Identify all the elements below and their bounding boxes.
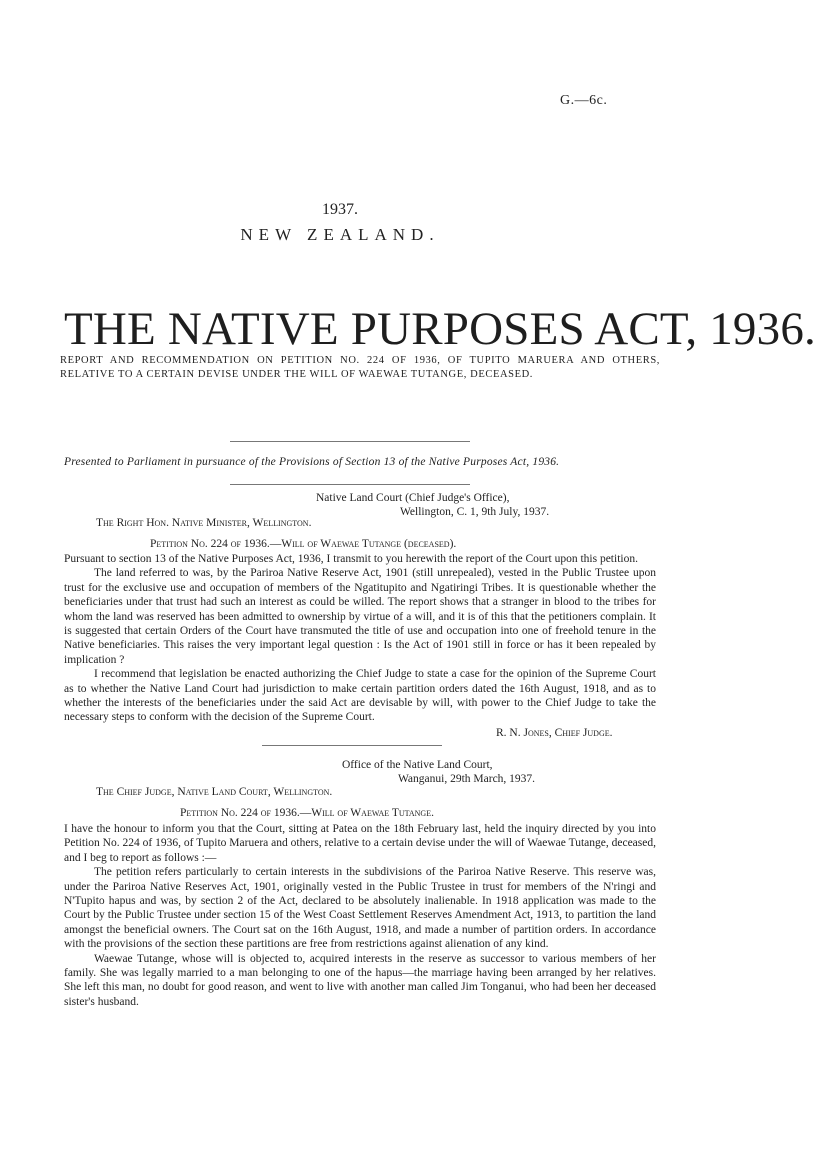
letter2-from-line1: Office of the Native Land Court, xyxy=(342,759,493,771)
letter2-paragraph: Waewae Tutange, whose will is objected to, acquired interests in the reserve as successor to various members of her family. She was legally married to a man belonging to one of the hapus—the marriage having been arranged by her relatives. She left this man, no doubt for good reason, and went to live with another man called Jim Tonganui, who had been her deceased sister's husband. xyxy=(64,952,656,1008)
letter1-from-line1: Native Land Court (Chief Judge's Office), xyxy=(316,492,510,504)
country-heading: NEW ZEALAND. xyxy=(240,225,440,244)
letter1-paragraph: Pursuant to section 13 of the Native Purposes Act, 1936, I transmit to you herewith the report of the Court upon this petition. xyxy=(64,553,638,565)
document-year: 1937. xyxy=(322,201,358,218)
presented-note: Presented to Parliament in pursuance of the Provisions of Section 13 of the Native Purposes Act, 1936. xyxy=(64,456,560,468)
document-subtitle: REPORT AND RECOMMENDATION ON PETITION NO. 224 OF 1936, OF TUPITO MARUERA AND OTHERS, RELATIVE TO A CERTAIN DEVISE UNDER THE WILL OF WAEWAE TUTANGE, DECEASED. xyxy=(60,355,660,380)
letter1-from-line2: Wellington, C. 1, 9th July, 1937. xyxy=(400,506,550,518)
letter1-body xyxy=(64,552,656,725)
divider-rule xyxy=(230,484,470,485)
letter2-salutation: The Chief Judge, Native Land Court, Wellington. xyxy=(96,786,333,798)
letter2-heading: Petition No. 224 of 1936.—Will of Waewae Tutange. xyxy=(180,807,434,819)
letter2-body xyxy=(64,822,656,1009)
divider-rule xyxy=(262,745,442,746)
letter1-heading: Petition No. 224 of 1936.—Will of Waewae Tutange (deceased). xyxy=(150,538,457,550)
letter1-signature: R. N. Jones, Chief Judge. xyxy=(496,727,613,739)
divider-rule xyxy=(230,441,470,442)
letter1-paragraph: The land referred to was, by the Pariroa Native Reserve Act, 1901 (still unrepealed), vested in the Public Trustee upon trust for the exclusive use and occupation of members of the Ngatitupito and Ngatiringi Tribes. It is questionable whether the beneficiaries under that trust had such an interest as could be willed. The report shows that a stranger in blood to the tribes for whom the land was reserved has been admitted to ownership by virtue of a will, and it is of this that the petitioners complain. It is suggested that certain Orders of the Court have transmuted the title of use and occupation into one of freehold tenure in the Native beneficiaries. This raises the very important legal question : Is the Act of 1901 still in force or has it been repealed by implication ? xyxy=(64,567,656,666)
letter1-paragraph: I recommend that legislation be enacted authorizing the Chief Judge to state a case for the opinion of the Supreme Court as to whether the Native Land Court had jurisdiction to make certain partition orders dated the 16th August, 1918, and as to whether the interests of the beneficiaries under the said Act are devisable by will, with power to the Chief Judge to take the necessary steps to conform with the decision of the Supreme Court. xyxy=(64,668,656,724)
letter2-paragraph: I have the honour to inform you that the Court, sitting at Patea on the 18th February last, held the inquiry directed by you into Petition No. 224 of 1936, of Tupito Maruera and others, relative to a certain devise under the will of Waewae Tutange, deceased, and I beg to report as follows :— xyxy=(64,823,656,864)
letter2-paragraph: The petition refers particularly to certain interests in the subdivisions of the Pariroa Native Reserve. This reserve was, under the Pariroa Native Reserves Act, 1901, originally vested in the Public Trustee in trust for members of the N'ringi and N'Tupito hapus and was, by section 2 of the Act, declared to be absolutely inalienable. In 1918 application was made to the Court by the Public Trustee under section 15 of the West Coast Settlement Reserves Amendment Act, 1913, to partition the land amongst the beneficial owners. The Court sat on the 16th August, 1918, and made a number of partition orders. In accordance with the provisions of the section these partitions are free from restrictions against alienation of any kind. xyxy=(64,866,656,951)
letter2-from-line2: Wanganui, 29th March, 1937. xyxy=(398,773,536,785)
document-reference: G.—6c. xyxy=(560,93,608,108)
document-title: THE NATIVE PURPOSES ACT, 1936. xyxy=(64,303,816,355)
letter1-salutation: The Right Hon. Native Minister, Wellington. xyxy=(96,517,312,529)
